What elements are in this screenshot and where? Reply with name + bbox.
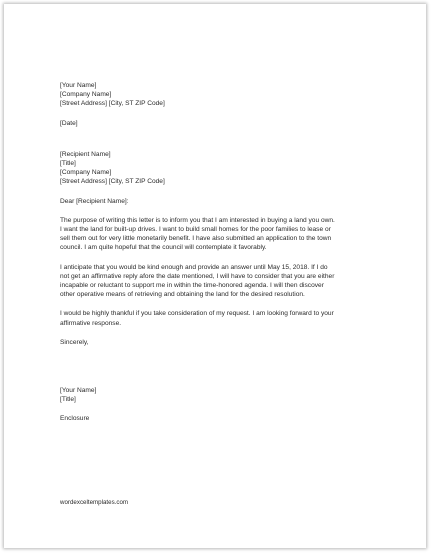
- signature-block: [60, 386, 384, 404]
- paragraph-line: sell them out for very little monetarily benefit. I have also submitted an application to the town: [60, 235, 332, 243]
- paragraph-line: incapable or reluctant to support me in within the time-honored agenda. I will then discover: [60, 282, 324, 290]
- sender-address: [Street Address] [City, ST ZIP Code]: [60, 100, 165, 108]
- letter-date: [Date]: [60, 119, 78, 127]
- recipient-address: [Street Address] [City, ST ZIP Code]: [60, 178, 165, 186]
- paragraph-line: I anticipate that you would be kind enough and provide an answer until May 15, 2018. If I do: [60, 263, 328, 271]
- sender-name: [Your Name]: [60, 82, 97, 89]
- paragraph-line: council. I am quite hopeful that the council will contemplate it favorably.: [60, 244, 267, 252]
- letter-body: [60, 81, 384, 424]
- recipient-company: [Company Name]: [60, 169, 112, 177]
- enclosure: Enclosure: [60, 415, 90, 423]
- paragraph-line: not get an affirmative reply afore the date mentioned, I will have to consider that you are either: [60, 272, 335, 280]
- paragraph-line: I want the land for built-up drives. I want to build small homes for the poor families to lease or: [60, 226, 331, 234]
- recipient-name: [Recipient Name]: [60, 150, 111, 158]
- sender-block: [60, 81, 384, 109]
- salutation: Dear [Recipient Name]:: [60, 197, 129, 205]
- paragraph-2: [60, 263, 384, 300]
- recipient-title: [Title]: [60, 160, 76, 168]
- paragraph-line: The purpose of writing this letter is to inform you that I am interested in buying a land you own.: [60, 216, 335, 224]
- signature-title: [Title]: [60, 396, 76, 404]
- paragraph-line: I would be highly thankful if you take consideration of my request. I am looking forward to your: [60, 310, 334, 318]
- footer-website: wordexceltemplates.com: [60, 499, 129, 506]
- letter-page: [4, 4, 426, 548]
- closing: Sincerely,: [60, 338, 89, 346]
- recipient-block: [60, 150, 384, 187]
- paragraph-1: [60, 216, 384, 253]
- signature-name: [Your Name]: [60, 387, 97, 395]
- paragraph-line: affirmative response.: [60, 319, 122, 327]
- paragraph-line: other operative means of retrieving and obtaining the land for the desired resolution.: [60, 291, 305, 299]
- sender-company: [Company Name]: [60, 91, 112, 99]
- paragraph-3: [60, 309, 384, 327]
